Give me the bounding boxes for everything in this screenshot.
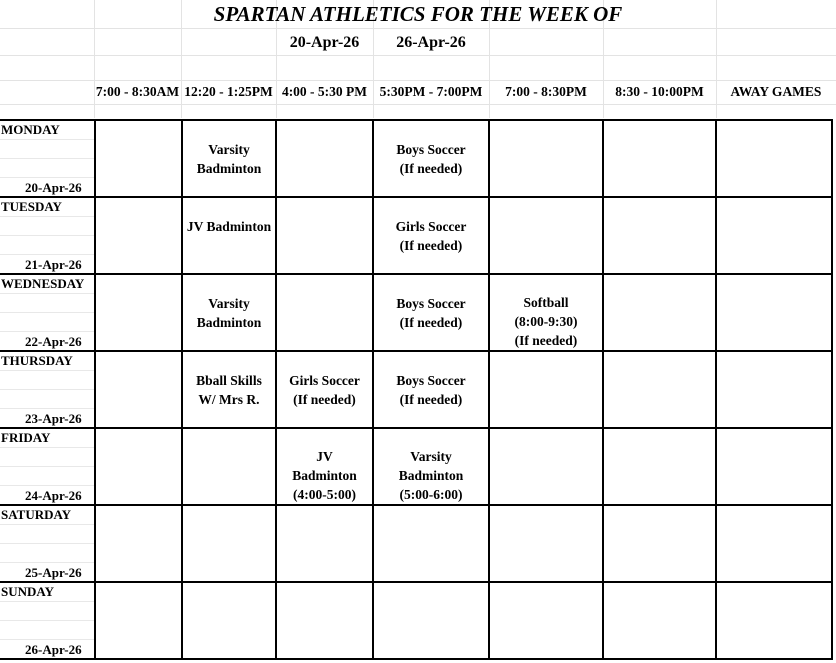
event-cell (374, 121, 488, 196)
gridline (0, 370, 94, 371)
event-text: (If needed) (399, 314, 463, 330)
event-text: (If needed) (399, 237, 463, 253)
event-cell (183, 275, 275, 350)
grid-border (0, 427, 833, 429)
day-label: FRIDAY (1, 430, 51, 445)
column-header-time-slot: 5:30PM - 7:00PM (379, 84, 483, 99)
day-date: 26-Apr-26 (25, 642, 82, 657)
event-text: Badminton (292, 468, 357, 483)
column-header-time-slot: 7:00 - 8:30AM (95, 84, 180, 99)
event-text: Boys Soccer (396, 295, 466, 311)
grid-border (715, 119, 717, 660)
gridline (0, 620, 94, 621)
gridline (0, 104, 836, 105)
gridline (0, 139, 94, 140)
day-date: 25-Apr-26 (25, 565, 82, 580)
column-header-time-slot: 7:00 - 8:30PM (505, 84, 587, 99)
gridline (0, 28, 836, 29)
event-text: Varsity (208, 141, 250, 157)
event-cell (277, 352, 372, 427)
grid-border (831, 119, 833, 660)
week-end-date: 26-Apr-26 (396, 34, 466, 51)
event-text: Boys Soccer (396, 372, 466, 388)
event-cell (374, 447, 488, 504)
gridline (0, 601, 94, 602)
gridline (0, 389, 94, 390)
event-text: Varsity (208, 295, 250, 311)
gridline (0, 524, 94, 525)
gridline (0, 485, 94, 486)
gridline (0, 177, 94, 178)
gridline (0, 408, 94, 409)
gridline (0, 216, 94, 217)
column-header-time-slot: 8:30 - 10:00PM (615, 84, 704, 99)
gridline (0, 543, 94, 544)
event-cell (183, 121, 275, 196)
event-cell (183, 352, 275, 427)
event-text: Badminton (398, 468, 464, 483)
gridline (0, 293, 94, 294)
event-cell (183, 217, 275, 236)
grid-border (0, 504, 833, 506)
event-text: (If needed) (399, 160, 463, 176)
event-text: (8:00-9:30) (514, 314, 578, 329)
day-label: TUESDAY (1, 199, 62, 214)
column-header-time-slot: 12:20 - 1:25PM (184, 84, 273, 99)
day-label: SUNDAY (1, 584, 54, 599)
page-title: SPARTAN ATHLETICS FOR THE WEEK OF (213, 2, 623, 26)
event-cell (490, 293, 602, 350)
event-text: Badminton (196, 314, 262, 330)
grid-border (0, 581, 833, 583)
event-text: (If needed) (399, 391, 463, 407)
grid-border (488, 119, 490, 660)
column-header-away-games: AWAY GAMES (730, 84, 822, 99)
day-label: WEDNESDAY (1, 276, 85, 291)
week-start-date: 20-Apr-26 (289, 34, 360, 51)
day-date: 23-Apr-26 (25, 411, 82, 426)
gridline (0, 254, 94, 255)
gridline (0, 639, 94, 640)
event-text: (5:00-6:00) (399, 487, 463, 502)
event-text: W/ Mrs R. (198, 391, 260, 407)
gridline (0, 158, 94, 159)
event-cell (374, 352, 488, 427)
event-text: Softball (523, 295, 569, 310)
gridline (0, 447, 94, 448)
day-date: 24-Apr-26 (25, 488, 82, 503)
event-cell (277, 447, 372, 504)
grid-border (602, 119, 604, 660)
day-date: 20-Apr-26 (25, 180, 82, 195)
gridline (0, 235, 94, 236)
day-label: SATURDAY (1, 507, 72, 522)
day-label: THURSDAY (1, 353, 73, 368)
column-header-time-slot: 4:00 - 5:30 PM (281, 84, 368, 99)
event-text: Varsity (410, 449, 452, 464)
event-cell (374, 275, 488, 350)
event-text: (If needed) (514, 333, 578, 348)
event-text: (4:00-5:00) (293, 487, 356, 502)
event-text: Bball Skills (196, 372, 262, 388)
event-text: JV Badminton (186, 219, 272, 234)
event-text: JV (316, 449, 333, 464)
grid-border (0, 658, 833, 660)
event-text: (If needed) (293, 391, 356, 407)
day-date: 22-Apr-26 (25, 334, 82, 349)
event-text: Girls Soccer (289, 372, 360, 388)
gridline (0, 466, 94, 467)
gridline (0, 312, 94, 313)
gridline (0, 55, 836, 56)
event-text: Girls Soccer (395, 218, 467, 234)
grid-border (94, 119, 96, 660)
event-text: Badminton (196, 160, 262, 176)
day-date: 21-Apr-26 (25, 257, 82, 272)
gridline (0, 562, 94, 563)
event-text: Boys Soccer (396, 141, 466, 157)
gridline (0, 331, 94, 332)
event-cell (374, 198, 488, 273)
day-label: MONDAY (1, 122, 60, 137)
